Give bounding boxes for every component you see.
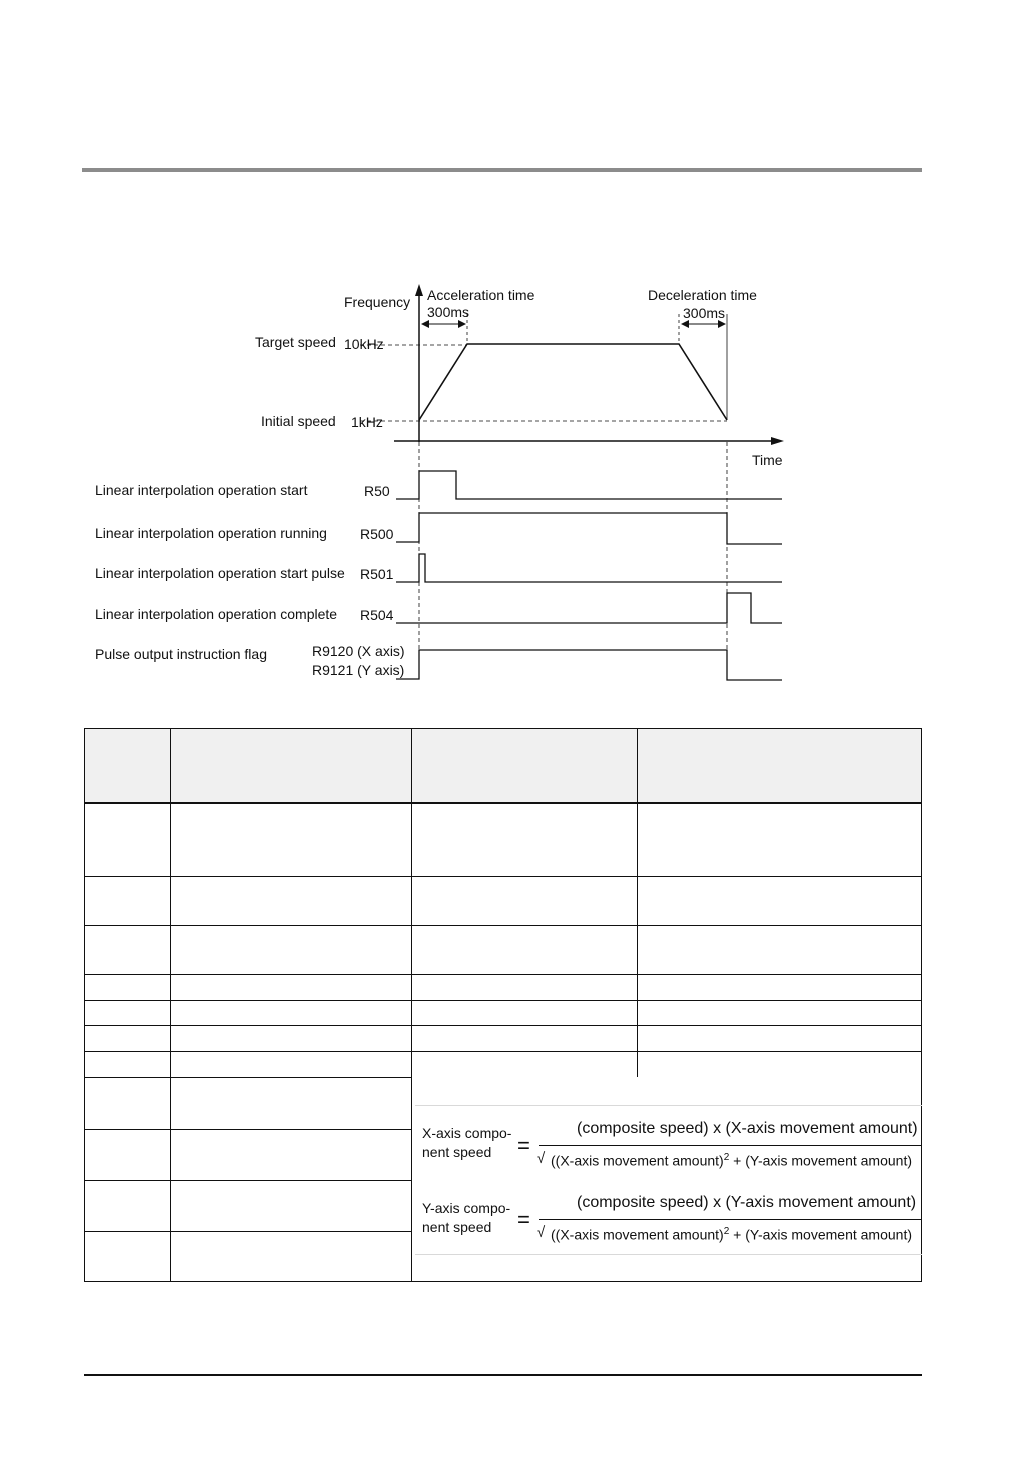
- device-r9121: R9121 (Y axis): [312, 662, 405, 678]
- waveform-r9120: [396, 650, 782, 680]
- target-speed-label: Target speed: [255, 334, 336, 350]
- frequency-label: Frequency: [344, 294, 411, 310]
- y-den-part1: ((X-axis movement amount): [551, 1226, 724, 1243]
- table-row-divider: [85, 1129, 411, 1130]
- table-row-divider: [85, 876, 921, 877]
- acceleration-time-value: 300ms: [427, 304, 470, 320]
- x-equals: =: [517, 1133, 530, 1158]
- x-denominator: [551, 1152, 912, 1169]
- x-label-line2: nent speed: [422, 1144, 492, 1160]
- waveform-r500: [396, 513, 782, 544]
- y-equals: =: [517, 1207, 530, 1232]
- y-den-part2: + (Y-axis movement amount): [729, 1226, 913, 1243]
- arrow-left-icon: [421, 320, 429, 328]
- table-col-divider: [170, 729, 171, 1281]
- x-fraction-bar: [539, 1145, 922, 1146]
- x-den-part2: + (Y-axis movement amount): [729, 1152, 913, 1169]
- waveform-r504: [396, 593, 782, 623]
- signal-name-r9120: Pulse output instruction flag: [95, 646, 267, 662]
- bottom-rule: [84, 1374, 922, 1376]
- x-label: [422, 1124, 511, 1162]
- speed-profile: [419, 344, 727, 420]
- time-label: Time: [752, 452, 783, 468]
- initial-speed-value: 1kHz: [351, 414, 383, 430]
- arrow-right-icon: [718, 320, 726, 328]
- table-row-divider: [85, 802, 921, 804]
- waveform-r50: [396, 471, 782, 499]
- signal-name-r501: Linear interpolation operation start pulse: [95, 565, 345, 581]
- x-label-line1: X-axis compo-: [422, 1125, 512, 1141]
- table-header-row: [85, 729, 921, 802]
- deceleration-time-value: 300ms: [683, 305, 726, 321]
- x-sqrt-icon: √: [537, 1150, 546, 1167]
- y-fraction-bar: [539, 1219, 922, 1220]
- device-r501: R501: [360, 566, 394, 582]
- arrow-right-icon: [458, 320, 466, 328]
- time-axis-arrow-icon: [771, 437, 784, 445]
- table-row-divider: [85, 925, 921, 926]
- y-den-sup: 2: [723, 1226, 730, 1237]
- device-r504: R504: [360, 607, 394, 623]
- arrow-left-icon: [681, 320, 689, 328]
- y-numerator: (composite speed) x (Y-axis movement amount): [577, 1194, 917, 1211]
- timing-chart: [0, 270, 1033, 690]
- table-row-divider: [85, 1180, 411, 1181]
- device-r50: R50: [364, 483, 390, 499]
- table-row-divider: [85, 974, 921, 975]
- device-r500: R500: [360, 526, 394, 542]
- table-row-divider: [85, 1025, 921, 1026]
- y-label-line1: Y-axis compo-: [422, 1200, 511, 1216]
- device-r9120: R9120 (X axis): [312, 643, 405, 659]
- table-row-divider: [85, 1000, 921, 1001]
- acceleration-time-label: Acceleration time: [427, 287, 535, 303]
- x-numerator: (composite speed) x (X-axis movement amount): [577, 1120, 918, 1137]
- table-col-divider: [411, 729, 412, 1281]
- table-row-divider: [85, 1077, 411, 1078]
- signal-name-r504: Linear interpolation operation complete: [95, 606, 338, 622]
- waveform-r501: [396, 554, 782, 582]
- y-sqrt-icon: √: [537, 1224, 546, 1241]
- top-rule: [82, 168, 922, 172]
- y-label-line2: nent speed: [422, 1219, 492, 1235]
- table-row-divider: [85, 1051, 921, 1052]
- table-col-divider: [637, 729, 638, 1077]
- signal-name-r50: Linear interpolation operation start: [95, 482, 308, 498]
- table-row-divider: [85, 1231, 411, 1232]
- component-speed-formula: [415, 1105, 922, 1255]
- x-den-sup: 2: [723, 1152, 730, 1163]
- frequency-axis-arrow-icon: [415, 284, 423, 296]
- y-label: [422, 1199, 510, 1237]
- deceleration-time-label: Deceleration time: [648, 287, 757, 303]
- x-den-part1: ((X-axis movement amount): [551, 1152, 724, 1169]
- signal-name-r500: Linear interpolation operation running: [95, 525, 327, 541]
- initial-speed-label: Initial speed: [261, 413, 336, 429]
- y-denominator: [551, 1226, 912, 1243]
- target-speed-value: 10kHz: [344, 336, 384, 352]
